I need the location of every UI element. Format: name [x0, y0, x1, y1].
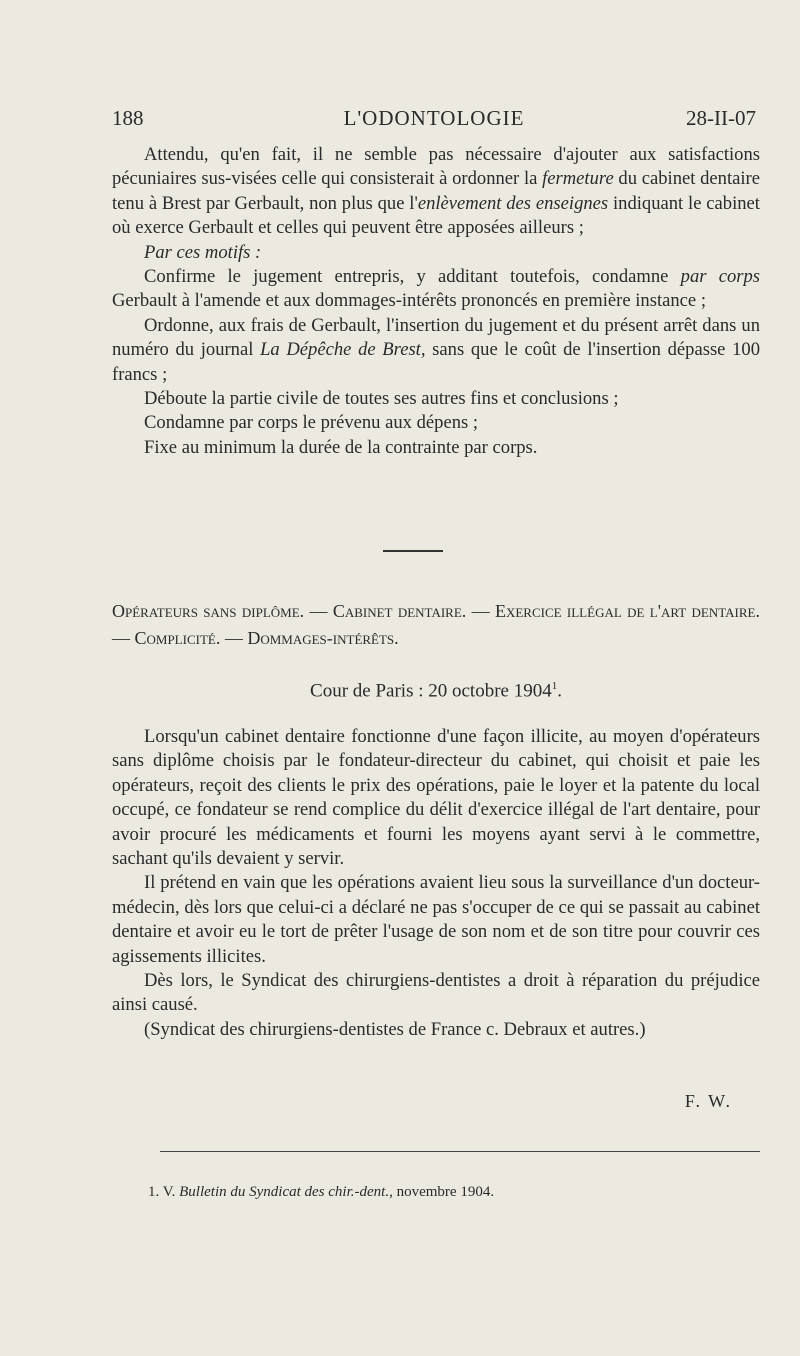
court-line [112, 680, 760, 702]
text-run: Confirme le jugement entrepris, y additant toutefois, condamne [144, 266, 681, 288]
section-divider [383, 550, 443, 552]
page-number: 188 [112, 106, 144, 130]
footnote [148, 1184, 494, 1201]
paragraph [112, 314, 760, 387]
text-run: sans que le coût de l'insertion dépasse 100 francs ; [112, 339, 760, 385]
italic-run: fermeture [542, 168, 614, 190]
paragraph: Condamne par corps le prévenu aux dépens ; [144, 412, 479, 434]
italic-run: Bulletin du Syndicat des chir.-dent. [179, 1184, 390, 1200]
italic-run: enlèvement des enseignes [417, 192, 609, 214]
text-run: indiquant le cabinet où exerce Gerbault et celles qui peuvent être apposées ailleurs ; [112, 192, 760, 239]
paragraph [112, 143, 760, 241]
text-run: Attendu, qu'en fait, il ne semble pas nécessaire d'ajouter aux satisfactions pécuniaires sus-visées celle qui consisterait à ordonner la [112, 144, 760, 190]
text-run: du cabinet dentaire tenu à Brest par Gerbault, non plus que l' [112, 168, 760, 214]
judgment-text [112, 143, 760, 460]
paragraph: Fixe au minimum la durée de la contrainte par corps. [144, 436, 538, 458]
paragraph: Dès lors, le Syndicat des chirurgiens-dentistes a droit à réparation du préjudice ainsi causé. [112, 970, 760, 1016]
section-heading: Opérateurs sans diplôme. — Cabinet dentaire. — Exercice illégal de l'art dentaire. — Complicité. — Dommages-intérêts. [112, 601, 760, 648]
signature: F. W. [684, 1091, 732, 1111]
paragraph-motifs [112, 241, 760, 265]
issue-date: 28-II-07 [686, 106, 756, 130]
text-run: 1. V. [148, 1184, 180, 1200]
journal-title: L'ODONTOLOGIE [343, 106, 525, 130]
italic-run: La Dépêche de Brest, [260, 339, 426, 361]
italic-run: par corps [680, 266, 761, 288]
court-text: Cour de Paris : 20 octobre 1904 [310, 680, 552, 702]
text-run: Ordonne, aux frais de Gerbault, l'insertion du jugement et du présent arrêt dans un numéro du journal [112, 314, 760, 361]
text-run: Gerbault à l'amende et aux dommages-intérêts prononcés en première instance ; [112, 290, 706, 312]
paragraph: Déboute la partie civile de toutes ses autres fins et conclusions ; [144, 388, 619, 410]
case-citation: (Syndicat des chirurgiens-dentistes de France c. Debraux et autres.) [144, 1018, 646, 1040]
italic-run: Par ces motifs : [144, 241, 262, 263]
paragraph: Lorsqu'un cabinet dentaire fonctionne d'une façon illicite, au moyen d'opérateurs sans diplôme choisis par le fondateur-directeur du cabinet, qui choisit et paie les opérateurs, reçoit des clients le prix des opérations, paie le loyer et la patente du local occupé, ce fondateur se rend complice du délit d'exercice illégal de l'art dentaire, pour avoir procuré les médicaments et fourni les moyens ayant servi à le commettre, sachant qu'ils devaient y servir. [112, 726, 760, 870]
paragraph [112, 265, 760, 314]
footnote-rule [160, 1151, 760, 1152]
footnote-marker[interactable]: 1 [551, 680, 558, 692]
court-punct: . [557, 680, 562, 702]
paragraph: Il prétend en vain que les opérations avaient lieu sous la surveillance d'un docteur-médecin, dès lors que celui-ci a déclaré ne pas s'occuper de ce qui se passait au cabinet dentaire et avoir eu le tort de prêter l'usage de son nom et de son titre pour couvrir ces agissements illicites. [112, 872, 760, 967]
text-run: , novembre 1904. [389, 1184, 495, 1200]
summary-text [112, 725, 760, 1042]
running-header [112, 106, 756, 136]
